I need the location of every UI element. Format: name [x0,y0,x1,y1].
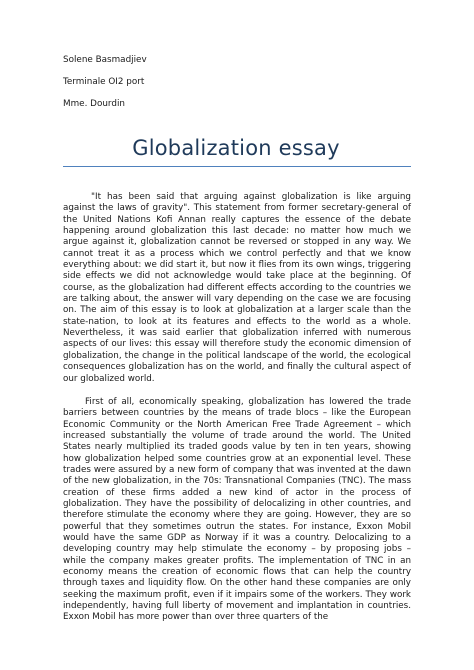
document-header [63,0,411,109]
title-underline [63,166,411,167]
paragraph-introduction: "It has been said that arguing against globalization is like arguing against the laws of gravity". This statement from former secretary-general of the United Nations Kofi Annan really captures the essence of the debate happening around globalization this last decade: no matter how much we argue against it, globalization cannot be reversed or stopped in any way. We cannot treat it as a process which we control perfectly and that we know everything about: we did start it, but now it flies from its own wings, triggering side effects we did not acknowledge would take place at the beginning. Of course, as the globalization had different effects according to the countries we are talking about, the answer will vary depending on the case we are focusing on. The aim of this essay is to look at globalization at a larger scale than the state-nation, to look at its features and effects to the world as a whole. Nevertheless, it was said earlier that globalization inferred with numerous aspects of our lives: this essay will therefore study the economic dimension of globalization, the change in the political landscape of the world, the ecological consequences globalization has on the world, and finally the cultural aspect of our globalized world. [63,192,411,384]
document-body [63,192,411,624]
teacher-name: Mme. Dourdin [63,99,125,109]
document-title: Globalization essay [132,136,340,160]
class-name: Terminale OI2 port [63,77,145,87]
paragraph-economic: First of all, economically speaking, globalization has lowered the trade barriers between countries by the means of trade blocs – like the European Economic Community or the North American Free Trade Agreement – which increased substantially the volume of trade around the world. The United States nearly multiplied its traded goods value by ten in ten years, showing how globalization helped some countries grow at an exponential level. These trades were assured by a new form of company that was invented at the dawn of the new globalization, in the 70s: Transnational Companies (TNC). The mass creation of these firms added a new kind of actor in the process of globalization. They have the possibility of delocalizing in other countries, and therefore stimulate the economy where they are going. However, they are so powerful that they sometimes outrun the states. For instance, Exxon Mobil would have the same GDP as Norway if it was a country. Delocalizing to a developing country may help stimulate the economy – by proposing jobs – while the company makes greater profits. The implementation of TNC in an economy means the creation of economic flows that can help the country through taxes and liquidity flow. On the other hand these companies are only seeking the maximum profit, even if it impairs some of the workers. They work independently, having full liberty of movement and implantation in countries. Exxon Mobil has more power than over three quarters of the [63,396,411,623]
author-name: Solene Basmadjiev [63,55,147,65]
